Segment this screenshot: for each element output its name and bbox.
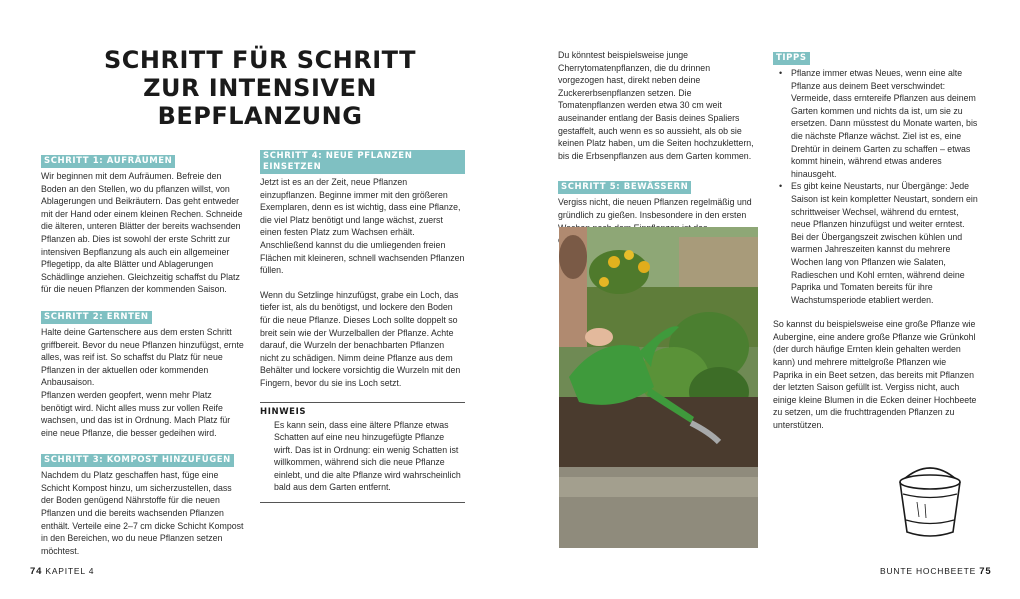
- garden-photo: [559, 227, 758, 548]
- tips-column: [773, 47, 978, 432]
- page-number-left: 74: [30, 566, 43, 577]
- step-5-text: Vergiss nicht, die neuen Pflanzen regelmäßig und gründlich zu gießen. Insbesondere in den ersten: [558, 197, 752, 220]
- step-4-section: [260, 150, 465, 390]
- step-2-heading: SCHRITT 2: ERNTEN: [41, 311, 152, 324]
- intro-paragraph: Du könntest beispielsweise junge Cherrytomatenpflanzen, die du drinnen vorgezogen hast, direkt neben deine Zuckererbsenpflanzen setzen. Die Tomatenpflanzen werden etwa 30 cm weit auseinander entlang der Basis deines Spaliers gestaffelt, auch wenn es so aussieht, als ob sie keinen Platz haben, um die Seiten hochzuklettern, bis die Erbsenpflanzen aus dem Garten kommen.: [558, 50, 754, 161]
- page-number-right: 75: [979, 566, 992, 577]
- column-right-1: [558, 49, 758, 257]
- title-line-3: BEPFLANZUNG: [157, 102, 363, 130]
- step-1-text: Wir beginnen mit dem Aufräumen. Befreie den Boden an den Stellen, wo du pflanzen willst, von Ablagerungen und Beikräutern. Das geht entweder mit der Hand oder einem kleinen Rechen. Schneide die älteren, unteren Blätter der bereits wachsenden Pflanzen ab. Dies ist sowohl der erste Schritt zur intensiven Bepflanzung als auch ein allgemeiner Pflegetipp, da alte Blätter und Ablagerungen Schädlinge anziehen. Gleichzeitig schaffst du Platz für die neuen Pflanzen der kommenden Saison.: [41, 171, 243, 295]
- book-title-label: BUNTE HOCHBEETE: [880, 566, 977, 576]
- step-3-heading: SCHRITT 3: KOMPOST HINZUFÜGEN: [41, 454, 234, 467]
- hint-title: HINWEIS: [260, 406, 307, 417]
- step-5-heading: SCHRITT 5: BEWÄSSERN: [558, 181, 691, 194]
- step-2-text-2: Pflanzen werden geopfert, wenn mehr Platz benötigt wird. Nicht alles muss zur vollen Reife wachsen, und das ist in Ordnung. Mach Platz für eine neue Pflanze, die besser gedeihen wird.: [41, 389, 231, 438]
- tip-item: • Es gibt keine Neustarts, nur Übergänge: Jede Saison ist kein kompletter Neustart, sondern ein schrittweiser Wechsel, während du erntest, neue Pflanzen hinzufügst und weiter erntest. Bei der Übergangszeit zwischen kühlen und warmen Jahreszeiten kannst du mehrere Wochen lang von Pflanzen wie Salaten, Radieschen und Kohl ernten, während deine Paprika und Tomaten bereits für ihre Wachstumsperiode etabliert werden.: [773, 180, 978, 306]
- tips-list: [773, 67, 978, 306]
- bucket-illustration: [895, 462, 965, 542]
- title-line-1: SCHRITT FÜR SCHRITT: [104, 46, 416, 74]
- step-2-section: [41, 306, 244, 439]
- tip-item: • Pflanze immer etwas Neues, wenn eine alte Pflanze aus deinem Beet verschwindet: Vermeide, dass erntereife Pflanzen aus deinem Garten kommen und nichts da ist, um sie zu ersetzen. Dann müsstest du Monate warten, bis die nächste Pflanze wächst. Ziel ist es, eine Drehtür in deinem Garten zu schaffen – etwas kommt hinein, während etwas anderes hinausgeht.: [773, 67, 978, 180]
- tips-closing-paragraph: So kannst du beispielsweise eine große Pflanze wie Aubergine, eine andere große Pflanze wie Grünkohl (der durch häufige Ernten klein gehalten werden kann) und mehrere mittelgroße Pflanzen wie Paprika in ein Beet setzen, das bereits mit Pflanzen der letzten Saison gefüllt ist. Vergiss nicht, auch einige kleine Blumen in die Ecken deiner Hochbeete zu setzen, um die fruchttragenden Pflanzen zu unterstützen.: [773, 319, 977, 431]
- step-4-text: Jetzt ist es an der Zeit, neue Pflanzen einzupflanzen. Beginne immer mit den größeren Exemplaren, denn es ist wichtig, dass eine Pflanze, die viel Platz benötigt und lange wächst, zuerst einen festen Platz zum Wachsen erhält. Anschließend kannst du die umliegenden freien Flächen mit kleineren, schnell wachsenden Pflanzen füllen.: [260, 177, 465, 276]
- chapter-label: KAPITEL 4: [45, 566, 95, 576]
- column-left-2: [260, 150, 465, 503]
- page-title: [70, 46, 450, 130]
- footer-right: [880, 566, 991, 577]
- step-3-section: [41, 449, 244, 557]
- step-3-text: Nachdem du Platz geschaffen hast, füge eine Schicht Kompost hinzu, um sicherzustellen, dass der Boden genügend Nährstoffe für die neuen Pflanzen und die bereits wachsenden Pflanzen enthält. Verteile eine 2–7 cm dicke Schicht Kompost in den Bereichen, wo du neue Pflanzen setzen möchtest.: [41, 470, 244, 556]
- title-line-2: ZUR INTENSIVEN: [143, 74, 377, 102]
- hint-box: [260, 402, 465, 504]
- step-4-heading: SCHRITT 4: NEUE PFLANZEN EINSETZEN: [260, 150, 465, 174]
- bucket-icon: [895, 462, 965, 542]
- step-1-section: [41, 150, 244, 296]
- step-2-text: Halte deine Gartenschere aus dem ersten Schritt griffbereit. Bevor du neue Pflanzen hinzufügst, ernte alles, was reif ist. So schaffst du Platz für neue Pflanzen in der aktuellen oder kommenden Anbausaison.: [41, 326, 244, 388]
- step-4-text-2: Wenn du Setzlinge hinzufügst, grabe ein Loch, das tiefer ist, als du benötigst, und lockere den Boden für die neue Pflanze. Dieses Loch sollte doppelt so breit sein wie der Wurzelballen der Pflanze. Achte darauf, die Wurzeln der benachbarten Pflanzen nicht zu schädigen. Nimm deine Pflanze aus dem Behälter und lockere vorsichtig die Wurzeln mit den Fingern, bevor du sie ins Loch setzt.: [260, 289, 461, 388]
- tips-heading: TIPPS: [773, 52, 810, 65]
- column-left-1: [41, 150, 244, 567]
- garden-photo-illustration: [559, 227, 758, 548]
- step-1-heading: SCHRITT 1: AUFRÄUMEN: [41, 155, 175, 168]
- footer-left: [30, 566, 94, 577]
- hint-text: Es kann sein, dass eine ältere Pflanze etwas Schatten auf eine neu hinzugefügte Pflanze wirft. Das ist in Ordnung: ein wenig Schatten ist willkommen, während sich die neue Pflanze einlebt, und die alte Pflanze wird wahrscheinlich bald aus dem Garten entfernt.: [274, 419, 461, 493]
